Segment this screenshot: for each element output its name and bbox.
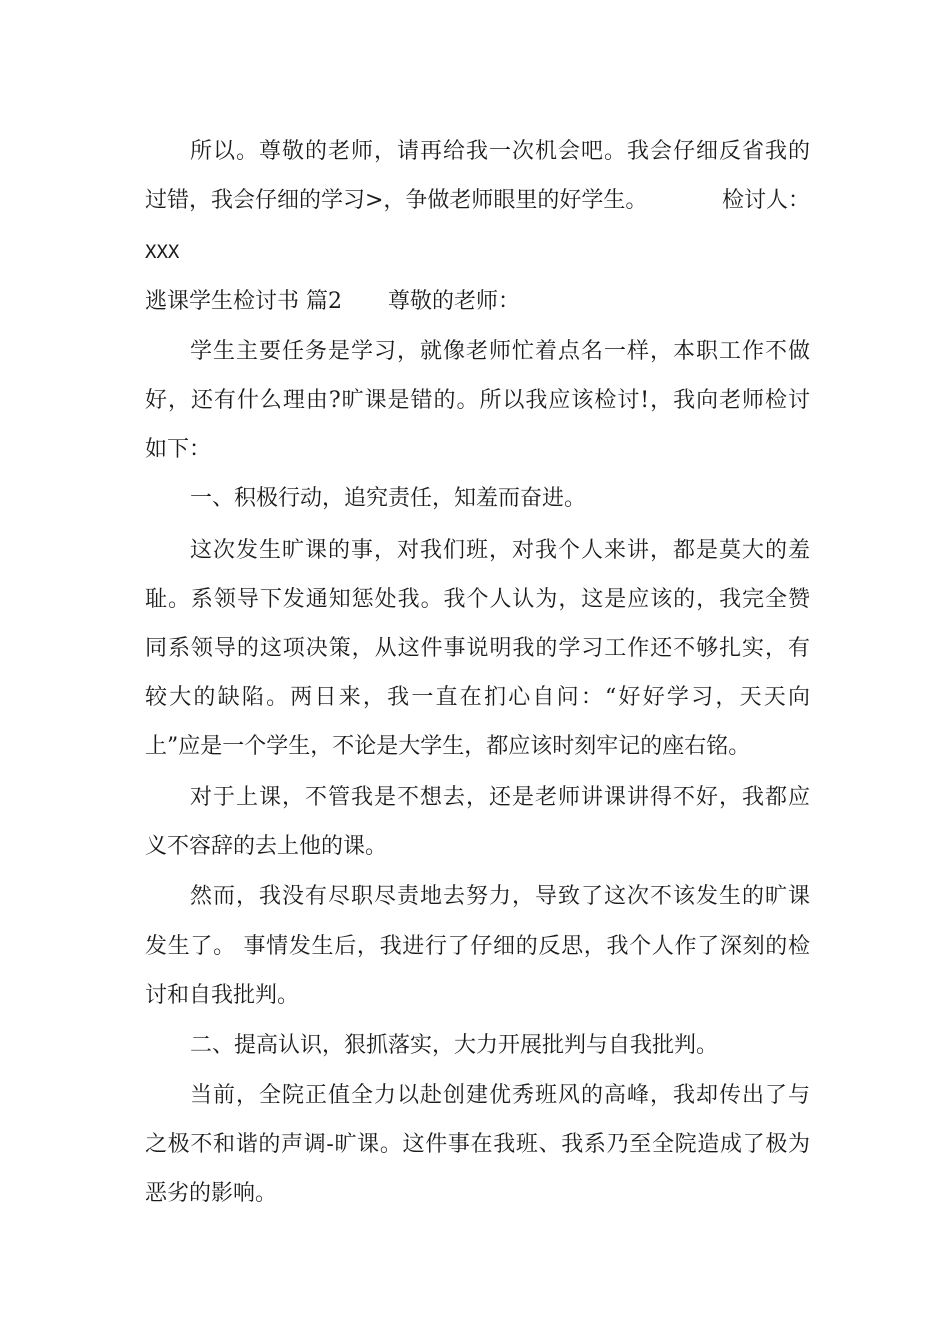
paragraph-line: 之极不和谐的声调-旷课。这件事在我班、我系乃至全院造成了极为 [145,1132,810,1157]
signer-label: 检讨人： [721,188,810,213]
paragraph-line: 这次发生旷课的事，对我们班，对我个人来讲，都是莫大的羞 [190,538,810,563]
section-heading: 一、积极行动，追究责任，知羞而奋进。 [190,486,587,511]
paragraph-line: 对于上课，不管我是不想去，还是老师讲课讲得不好，我都应 [190,785,810,810]
paragraph-line: 好，还有什么理由?旷课是错的。所以我应该检讨!，我向老师检讨 [145,388,810,413]
paragraph-line: 上”应是一个学生，不论是大学生，都应该时刻牢记的座右铭。 [145,734,751,759]
document-title: 逃课学生检讨书 篇2 [145,289,342,314]
paragraph-line: 义不容辞的去上他的课。 [145,834,388,859]
paragraph-line [145,186,810,216]
paragraph-line: 恶劣的影响。 [145,1181,278,1206]
paragraph-line: 当前，全院正值全力以赴创建优秀班风的高峰，我却传出了与 [190,1083,810,1108]
section-heading [145,287,810,317]
paragraph-line: 讨和自我批判。 [145,983,300,1008]
paragraph-line: 所以。尊敬的老师，请再给我一次机会吧。我会仔细反省我的 [190,139,810,164]
section-heading: 二、提高认识，狠抓落实，大力开展批判与自我批判。 [190,1033,719,1058]
paragraph-line: 如下： [145,437,212,462]
paragraph-line: 发生了。 事情发生后，我进行了仔细的反思，我个人作了深刻的检 [145,934,810,959]
paragraph-line: 学生主要任务是学习，就像老师忙着点名一样，本职工作不做 [190,339,810,364]
paragraph-line: 耻。系领导下发通知惩处我。我个人认为，这是应该的，我完全赞 [145,587,810,612]
paragraph-text: 过错，我会仔细的学习>，争做老师眼里的好学生。 [145,188,648,213]
paragraph-line: 较大的缺陷。两日来，我一直在扪心自问：“好好学习，天天向 [145,685,810,710]
salutation: 尊敬的老师： [388,289,521,314]
signer-name: XXX [145,241,180,263]
paragraph-line: 同系领导的这项决策，从这件事说明我的学习工作还不够扎实，有 [145,636,810,661]
paragraph-line: 然而，我没有尽职尽责地去努力，导致了这次不该发生的旷课 [190,884,810,909]
